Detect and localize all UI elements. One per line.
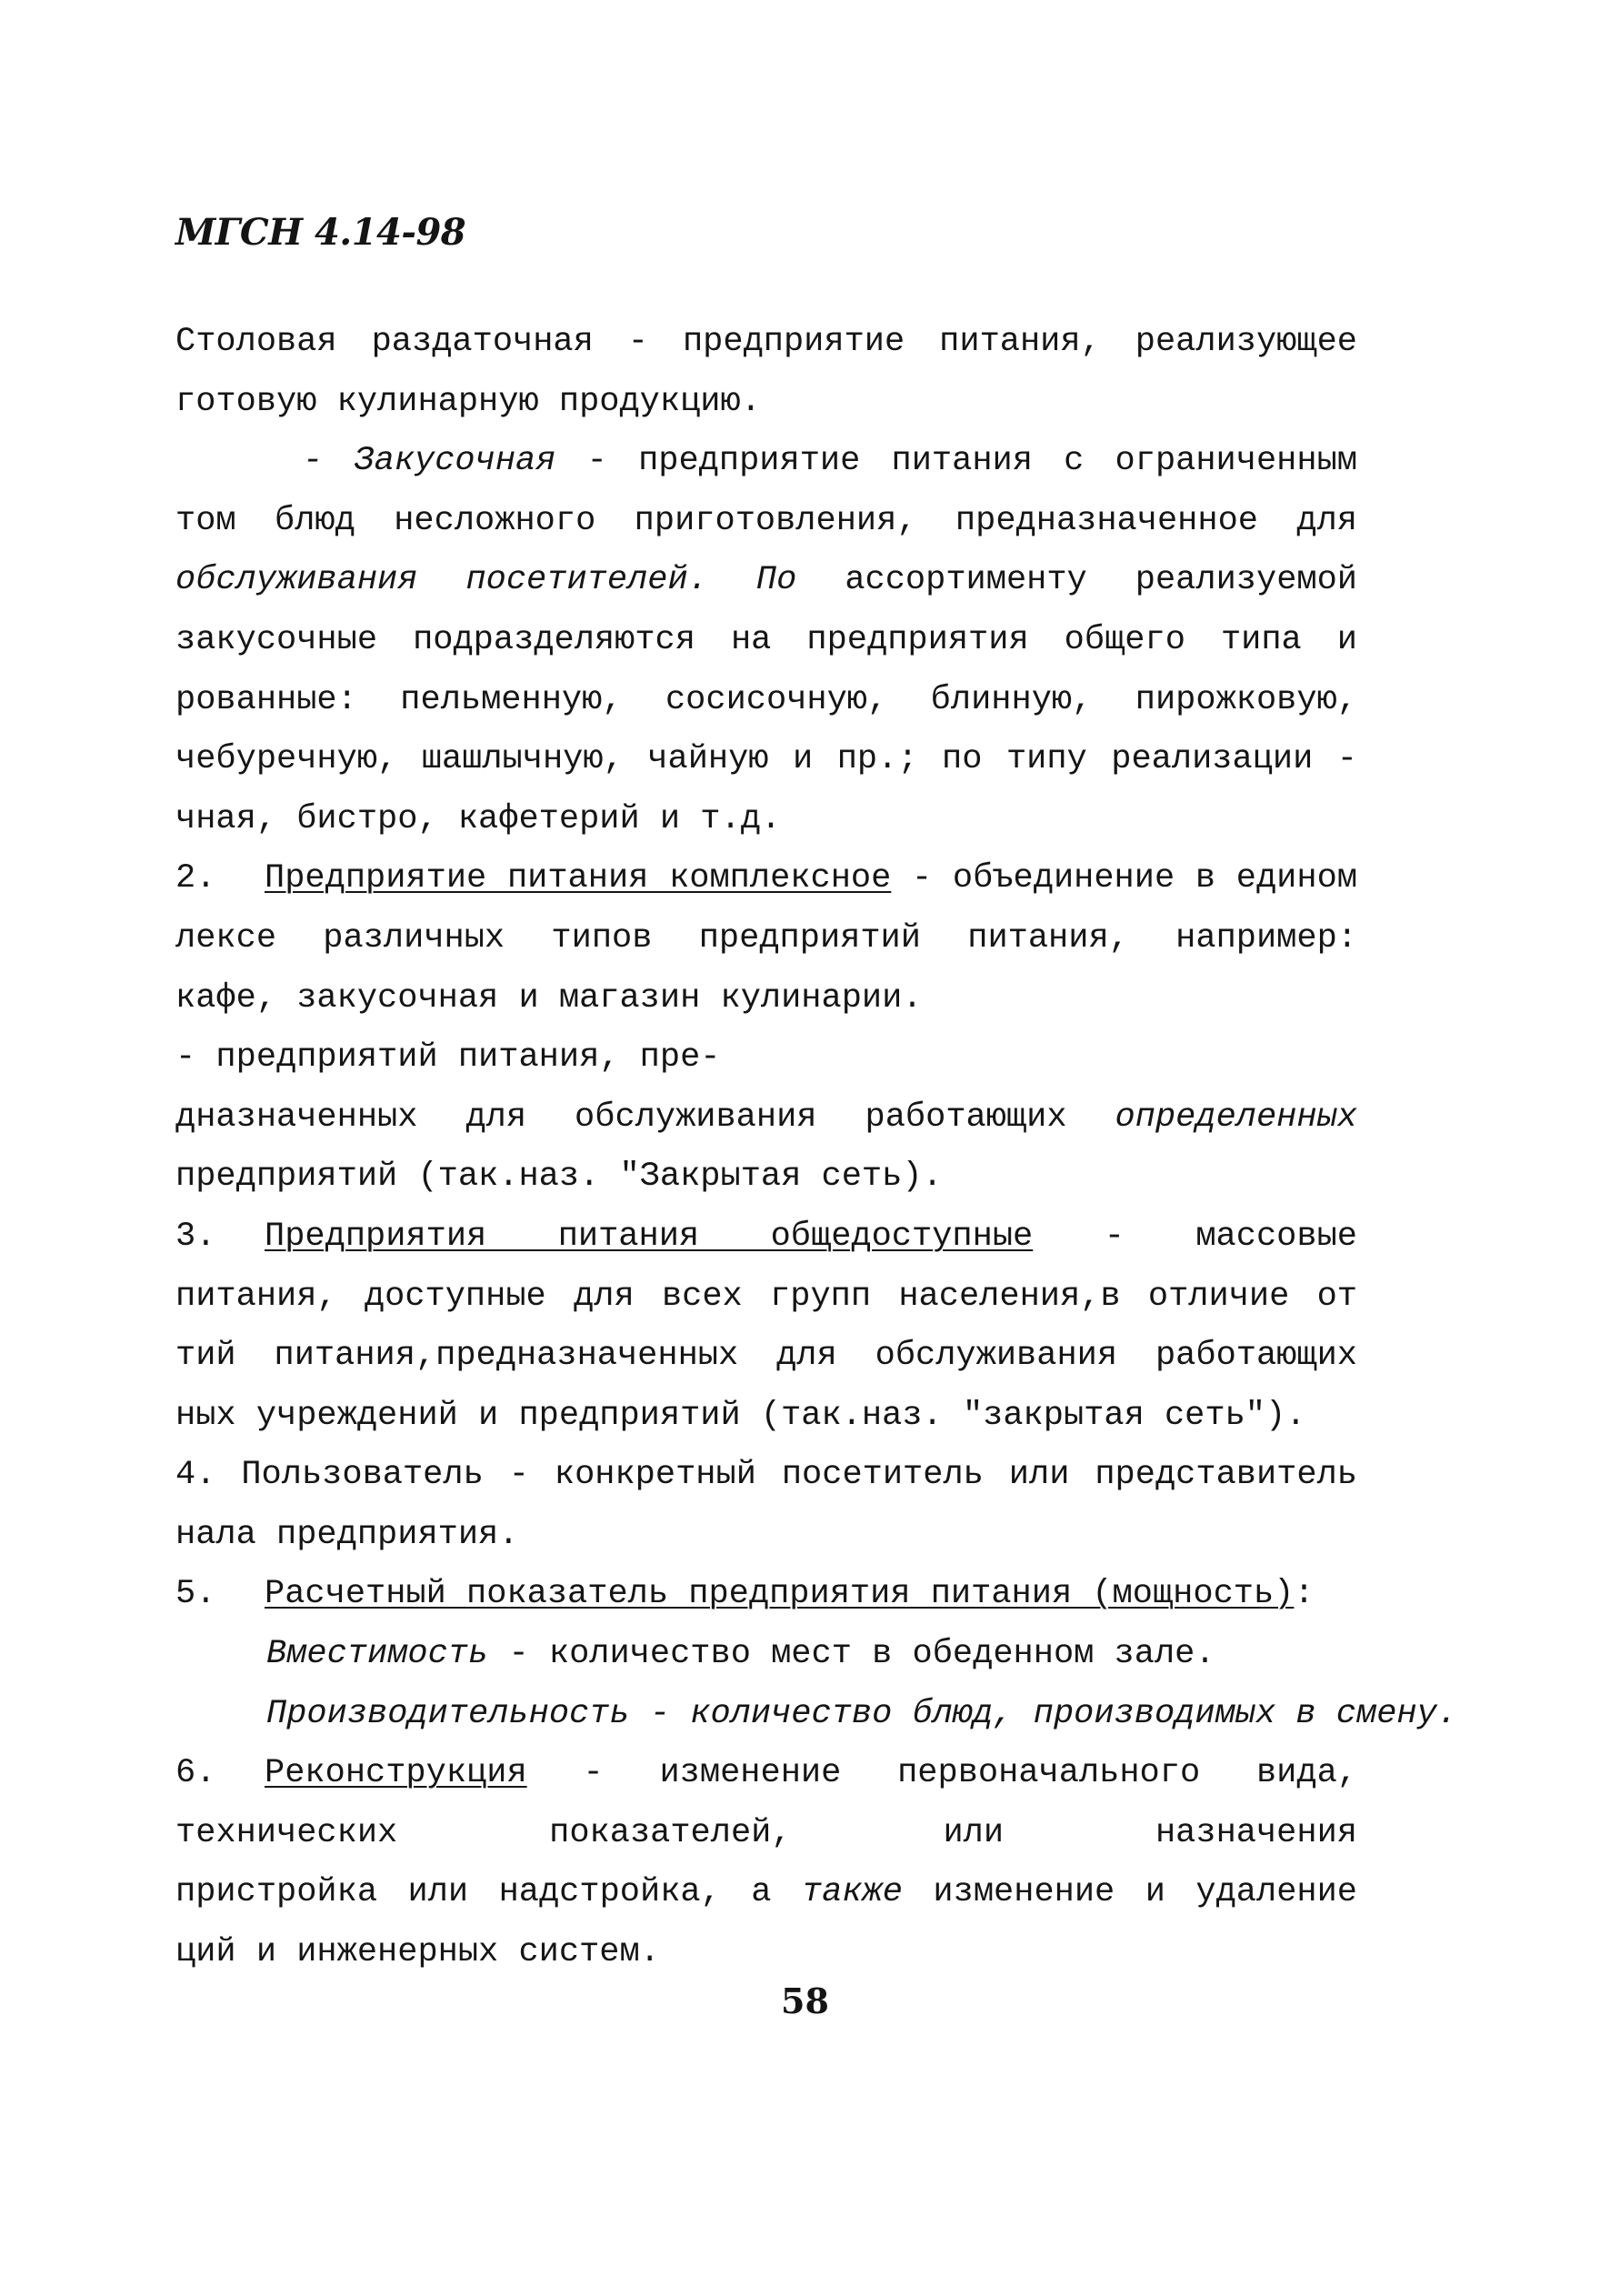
text-line: Столовая раздаточная - предприятие питания, реализующее xyxy=(175,323,1357,361)
term-rekonstruktsiya: Реконструкция xyxy=(265,1754,527,1793)
term-zakusochnaya: - Закусочная xyxy=(303,442,556,481)
text-line: закусочные подразделяются на предприятия общего типа и xyxy=(175,620,1357,659)
text-line: готовую кулинарную продукцию. xyxy=(175,382,761,421)
item-number: 3. xyxy=(175,1217,216,1256)
text-line xyxy=(175,1685,1458,1745)
text-line xyxy=(175,1565,1357,1625)
text-line xyxy=(175,1625,1357,1685)
text-fragment: - массовые xyxy=(1104,1217,1357,1256)
text-line: том блюд несложного приготовления, предназначенное для xyxy=(175,501,1357,540)
text-fragment: ассортименту реализуемой xyxy=(845,561,1357,600)
document-body xyxy=(175,313,1458,1983)
text-line: 4. Пользователь - конкретный посетитель или представитель xyxy=(175,1456,1357,1495)
text-line: кафе, закусочная и магазин кулинарии. xyxy=(175,978,923,1018)
text-fragment-italic: обслуживания посетителей. По xyxy=(175,561,797,600)
item-number: 5. xyxy=(175,1575,216,1614)
item-number: 6. xyxy=(175,1754,216,1793)
text-line xyxy=(175,1744,1357,1804)
term-proizvoditelnost: Производительность xyxy=(266,1694,630,1733)
text-fragment: дназначенных для обслуживания работающих xyxy=(175,1098,1115,1137)
text-fragment: изменение и удаление xyxy=(933,1873,1357,1912)
text-fragment-italic: также xyxy=(801,1873,903,1912)
text-line: ных учреждений и предприятий (так.наз. "закрытая сеть"). xyxy=(175,1396,1306,1435)
term-raschetnyi-pokazatel: Расчетный показатель предприятия питания (мощность) xyxy=(265,1575,1295,1614)
text-line: рованные: пельменную, сосисочную, блинную, пирожковую, xyxy=(175,680,1357,719)
text-line xyxy=(175,551,1357,611)
text-line xyxy=(175,1863,1357,1923)
term-kompleksnoe: Предприятие питания комплексное xyxy=(265,859,892,898)
text-line: тий питания,предназначенных для обслуживания работающих xyxy=(175,1337,1357,1376)
text-fragment: - изменение первоначального вида, xyxy=(583,1754,1357,1793)
text-fragment: пристройка или надстройка, а xyxy=(175,1873,802,1912)
text-line: чебуречную, шашлычную, чайную и пр.; по типу реализации - xyxy=(175,740,1357,779)
page-number: 58 xyxy=(781,1980,829,2021)
text-fragment: - объединение в едином xyxy=(912,859,1357,898)
text-line: чная, бистро, кафетерий и т.д. xyxy=(175,799,782,838)
text-line xyxy=(175,432,1357,492)
text-line xyxy=(175,1088,1357,1148)
text-fragment: - предприятие питания с ограниченным xyxy=(586,442,1357,481)
text-line: нала предприятия. xyxy=(175,1515,519,1554)
text-line: - предприятий питания, пре- xyxy=(175,1038,721,1078)
text-line: предприятий (так.наз. "Закрытая сеть). xyxy=(175,1158,943,1197)
item-number: 2. xyxy=(175,859,216,898)
text-fragment-italic: - количество блюд, производимых в смену. xyxy=(629,1694,1458,1733)
text-line xyxy=(175,849,1357,909)
term-vmestimost: Вместимость xyxy=(266,1635,489,1674)
text-line xyxy=(175,1208,1357,1268)
text-fragment-italic: определенных xyxy=(1115,1098,1357,1137)
text-fragment: : xyxy=(1294,1575,1315,1614)
text-fragment: - количество мест в обеденном зале. xyxy=(488,1635,1215,1674)
text-line: лексе различных типов предприятий питания, например: xyxy=(175,918,1357,958)
text-line: питания, доступные для всех групп населения,в отличие от xyxy=(175,1277,1357,1316)
term-obshchedostupnye: Предприятия питания общедоступные xyxy=(265,1217,1034,1256)
text-line: технических показателей, или назначения xyxy=(175,1813,1357,1852)
document-code-header: МГСН 4.14-98 xyxy=(175,211,466,254)
text-line: ций и инженерных систем. xyxy=(175,1933,660,1972)
